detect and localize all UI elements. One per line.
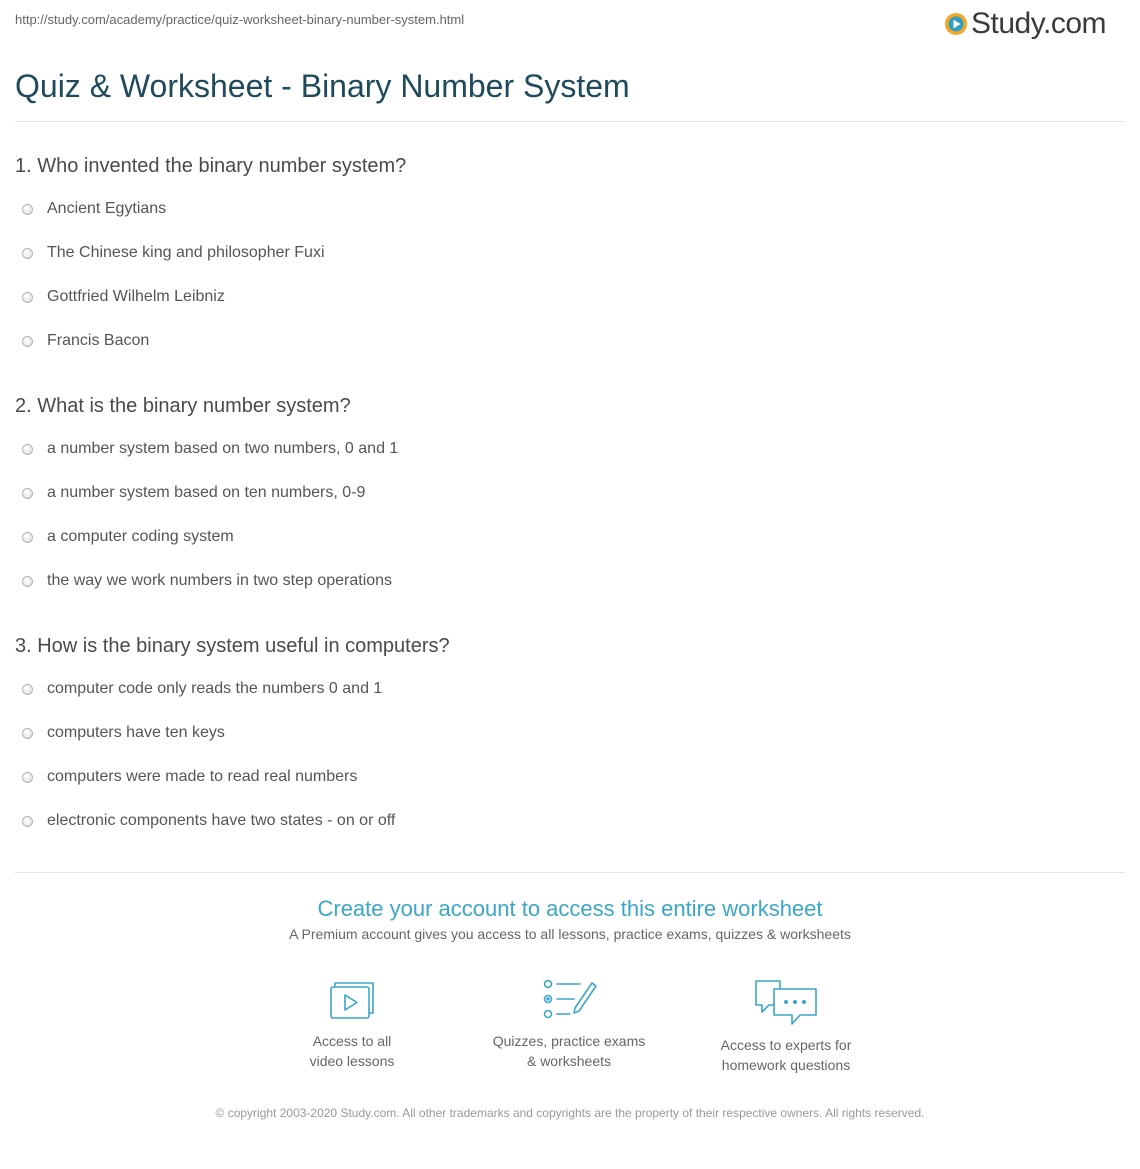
feature-label-line-1: Access to experts for bbox=[720, 1037, 852, 1053]
study-logo[interactable] bbox=[944, 8, 1106, 40]
option-label: Ancient Egytians bbox=[47, 200, 167, 217]
option-label: electronic components have two states - on or off bbox=[47, 812, 396, 829]
question-3-option-4[interactable] bbox=[22, 812, 395, 830]
option-label: a computer coding system bbox=[47, 528, 234, 545]
option-label: a number system based on two numbers, 0 and 1 bbox=[47, 440, 399, 457]
radio-button[interactable] bbox=[22, 772, 33, 783]
option-label: computer code only reads the numbers 0 and 1 bbox=[47, 680, 383, 697]
question-2: 2. What is the binary number system? bbox=[15, 395, 351, 417]
question-1-option-3[interactable] bbox=[22, 288, 225, 306]
radio-button[interactable] bbox=[22, 576, 33, 587]
question-1-option-1[interactable] bbox=[22, 200, 166, 218]
feature-video-lessons bbox=[252, 975, 452, 1071]
cta-subtitle: A Premium account gives you access to all lessons, practice exams, quizzes & worksheets bbox=[289, 926, 851, 942]
question-3-option-3[interactable] bbox=[22, 768, 357, 786]
option-label: a number system based on ten numbers, 0-9 bbox=[47, 484, 366, 501]
question-2-option-3[interactable] bbox=[22, 528, 234, 546]
radio-button[interactable] bbox=[22, 204, 33, 215]
copyright-notice: © copyright 2003-2020 Study.com. All other trademarks and copyrights are the property of their respective owners. All rights reserved. bbox=[215, 1106, 925, 1120]
option-label: computers have ten keys bbox=[47, 724, 225, 741]
option-label: The Chinese king and philosopher Fuxi bbox=[47, 244, 325, 261]
page-title: Quiz & Worksheet - Binary Number System bbox=[15, 68, 630, 104]
feature-experts bbox=[686, 975, 886, 1075]
radio-button[interactable] bbox=[22, 488, 33, 499]
logo-text: Study.com bbox=[971, 7, 1106, 40]
quiz-checklist-icon bbox=[540, 975, 598, 1023]
radio-button[interactable] bbox=[22, 292, 33, 303]
question-2-option-4[interactable] bbox=[22, 572, 392, 590]
feature-quizzes bbox=[469, 975, 669, 1071]
question-3: 3. How is the binary system useful in computers? bbox=[15, 635, 450, 657]
play-logo-icon bbox=[944, 12, 968, 36]
question-3-option-1[interactable] bbox=[22, 680, 382, 698]
feature-label-line-2: & worksheets bbox=[526, 1053, 612, 1069]
radio-button[interactable] bbox=[22, 684, 33, 695]
option-label: computers were made to read real numbers bbox=[47, 768, 358, 785]
radio-button[interactable] bbox=[22, 248, 33, 259]
video-lesson-icon bbox=[325, 975, 379, 1023]
option-label: Gottfried Wilhelm Leibniz bbox=[47, 288, 225, 305]
question-1-option-4[interactable] bbox=[22, 332, 149, 350]
create-account-link[interactable]: Create your account to access this entire worksheet bbox=[317, 896, 823, 921]
question-2-option-1[interactable] bbox=[22, 440, 398, 458]
radio-button[interactable] bbox=[22, 816, 33, 827]
question-1: 1. Who invented the binary number system? bbox=[15, 155, 407, 177]
page-url: http://study.com/academy/practice/quiz-worksheet-binary-number-system.html bbox=[15, 12, 465, 27]
feature-label-line-2: homework questions bbox=[721, 1057, 851, 1073]
feature-label-line-1: Access to all bbox=[312, 1033, 392, 1049]
question-3-option-2[interactable] bbox=[22, 724, 225, 742]
question-1-option-2[interactable] bbox=[22, 244, 325, 262]
radio-button[interactable] bbox=[22, 532, 33, 543]
option-label: Francis Bacon bbox=[47, 332, 150, 349]
question-2-option-2[interactable] bbox=[22, 484, 365, 502]
chat-bubble-icon bbox=[754, 975, 818, 1027]
radio-button[interactable] bbox=[22, 444, 33, 455]
feature-label-line-1: Quizzes, practice exams bbox=[492, 1033, 646, 1049]
radio-button[interactable] bbox=[22, 728, 33, 739]
option-label: the way we work numbers in two step operations bbox=[47, 572, 393, 589]
radio-button[interactable] bbox=[22, 336, 33, 347]
cta-divider bbox=[15, 872, 1125, 873]
feature-label-line-2: video lessons bbox=[309, 1053, 395, 1069]
title-divider bbox=[15, 121, 1125, 122]
